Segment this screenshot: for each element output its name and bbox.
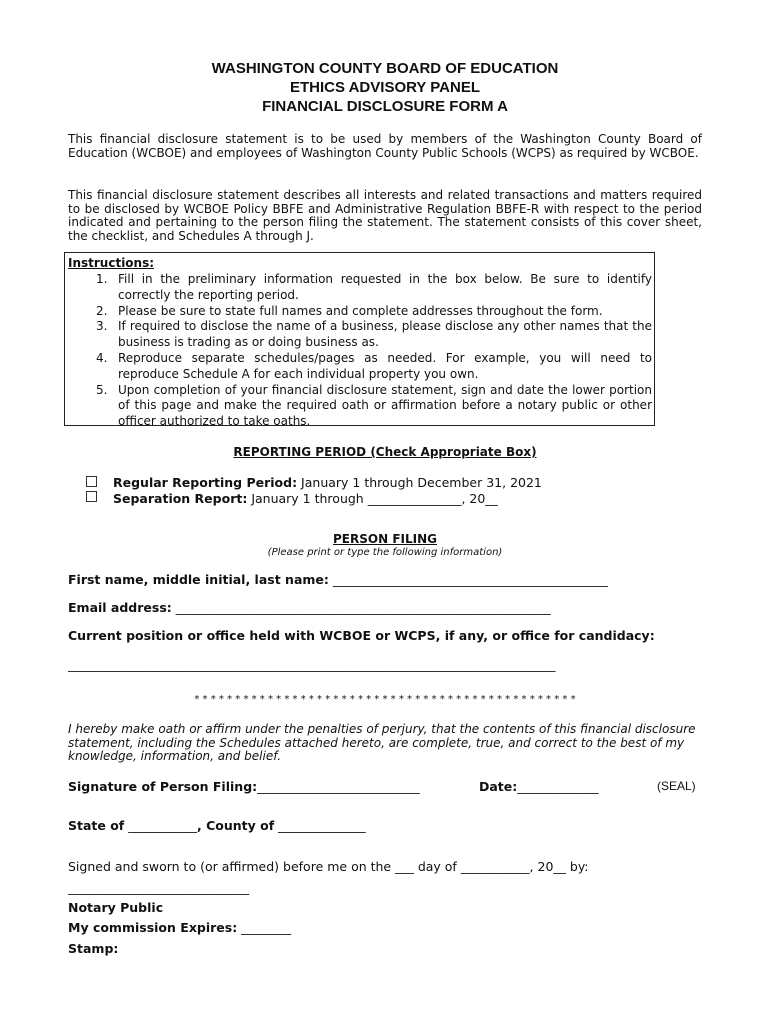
- full-name-field[interactable]: First name, middle initial, last name: ____________________________________________: [68, 572, 608, 587]
- oath-statement: I hereby make oath or affirm under the penalties of perjury, that the contents of this financial disclosure statement, including the Schedules attached hereto, are complete, true, and correct to the best of my knowledge, information, and belief.: [68, 722, 696, 763]
- notary-signature-line[interactable]: _____________________________: [68, 880, 250, 895]
- form-title-line-3: FINANCIAL DISCLOSURE FORM A: [262, 98, 508, 115]
- separation-report-text: Separation Report: January 1 through _______________, 20__: [113, 491, 498, 506]
- form-title-line-2: ETHICS ADVISORY PANEL: [289, 79, 481, 96]
- state-county-field[interactable]: State of ___________, County of ______________: [68, 818, 366, 833]
- person-filing-subheading: (Please print or type the following information): [267, 547, 503, 558]
- seal-label: (SEAL): [657, 779, 696, 793]
- instruction-item: 5. Upon completion of your financial disclosure statement, sign and date the lower portion of this page and make the required oath or affirmation before a notary public or other officer authorized to take oaths.: [96, 382, 652, 429]
- regular-period-checkbox[interactable]: [86, 476, 97, 487]
- instructions-heading: Instructions:: [68, 256, 155, 270]
- intro-paragraph-1: This financial disclosure statement is to be used by members of the Washington County Board of Education (WCBOE) and employees of Washington County Public Schools (WCPS) as required by WCBOE.: [68, 132, 702, 160]
- instruction-item: 1. Fill in the preliminary information requested in the box below. Be sure to identify correctly the reporting period.: [96, 272, 652, 302]
- separation-report-checkbox[interactable]: [86, 491, 97, 502]
- instruction-item: 4. Reproduce separate schedules/pages as needed. For example, you will need to reproduce Schedule A for each individual property you own.: [96, 350, 652, 381]
- asterisk-separator: * * * * * * * * * * * * * * * * * * * * * * * * * * * * * * * * * * * * * * * * * * * * * * *: [194, 694, 576, 705]
- intro-paragraph-2: This financial disclosure statement describes all interests and related transactions and matters required to be disclosed by WCBOE Policy BBFE and Administrative Regulation BBFE-R with respect to the period indicated and pertaining to the person filing the statement. The statement consists of this cover sheet, the checklist, and Schedules A through J.: [68, 188, 702, 243]
- position-label: Current position or office held with WCBOE or WCPS, if any, or office for candidacy:: [68, 628, 655, 643]
- notary-public-label: Notary Public: [68, 900, 164, 915]
- instruction-item: 3. If required to disclose the name of a business, please disclose any other names that the business is trading as or doing business as.: [96, 319, 652, 350]
- form-title-line-1: WASHINGTON COUNTY BOARD OF EDUCATION: [211, 60, 559, 77]
- date-field[interactable]: Date:_____________: [479, 779, 599, 794]
- reporting-period-heading: REPORTING PERIOD (Check Appropriate Box): [233, 445, 537, 459]
- instruction-item: 2. Please be sure to state full names and complete addresses throughout the form.: [96, 303, 603, 318]
- stamp-label: Stamp:: [68, 941, 119, 956]
- sworn-statement: Signed and sworn to (or affirmed) before me on the ___ day of ___________, 20__ by:: [68, 859, 589, 874]
- instructions-list: [96, 272, 652, 430]
- position-field[interactable]: ______________________________________________________________________________: [68, 657, 556, 672]
- email-field[interactable]: Email address: ____________________________________________________________: [68, 600, 551, 615]
- regular-period-text: Regular Reporting Period: January 1 through December 31, 2021: [113, 475, 542, 490]
- person-filing-heading: PERSON FILING: [333, 532, 437, 546]
- signature-field[interactable]: Signature of Person Filing:__________________________: [68, 779, 420, 794]
- commission-expires-field[interactable]: My commission Expires: ________: [68, 920, 292, 935]
